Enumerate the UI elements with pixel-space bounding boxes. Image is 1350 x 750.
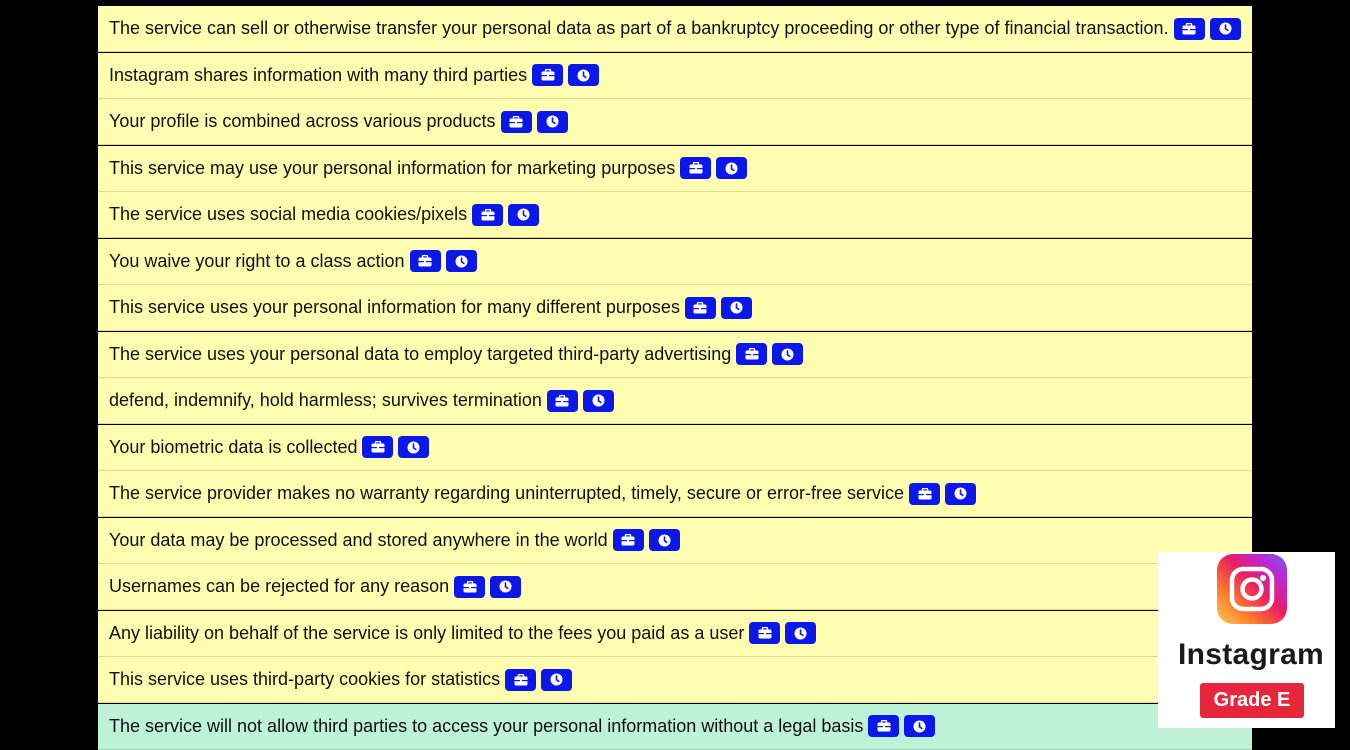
- briefcase-button[interactable]: [362, 436, 393, 458]
- briefcase-button[interactable]: [749, 622, 780, 644]
- briefcase-button[interactable]: [736, 343, 767, 365]
- clock-button[interactable]: [721, 297, 752, 319]
- briefcase-button[interactable]: [1174, 18, 1205, 40]
- point-text: Your profile is combined across various products: [109, 111, 496, 131]
- briefcase-button[interactable]: [613, 529, 644, 551]
- point-text: The service can sell or otherwise transfer your personal data as part of a bankruptcy proceeding or other type of financial transaction.: [109, 18, 1169, 38]
- briefcase-icon: [877, 720, 891, 732]
- clock-icon: [550, 673, 563, 686]
- service-card: [1158, 552, 1335, 728]
- point-row: [98, 6, 1252, 52]
- point-text: The service uses social media cookies/pixels: [109, 204, 468, 224]
- clock-button[interactable]: [772, 343, 803, 365]
- point-text: This service may use your personal information for marketing purposes: [109, 157, 676, 178]
- clock-button[interactable]: [398, 436, 429, 458]
- point-text: The service uses your personal data to employ targeted third-party advertising: [109, 343, 732, 364]
- clock-icon: [954, 487, 967, 500]
- briefcase-button[interactable]: [868, 715, 899, 737]
- point-row: [98, 564, 1252, 610]
- clock-icon: [517, 208, 530, 221]
- point-text: The service provider makes no warranty regarding uninterrupted, timely, secure or error-free service: [109, 483, 904, 503]
- clock-icon: [781, 348, 794, 361]
- instagram-logo: [1217, 554, 1287, 624]
- point-text: Your biometric data is collected: [109, 436, 358, 457]
- briefcase-button[interactable]: [909, 483, 940, 505]
- point-text: Usernames can be rejected for any reason: [109, 576, 450, 596]
- briefcase-icon: [509, 116, 523, 128]
- briefcase-icon: [463, 581, 477, 593]
- clock-button[interactable]: [446, 250, 477, 272]
- point-row: [98, 239, 1252, 285]
- point-row: [98, 657, 1252, 703]
- clock-button[interactable]: [583, 390, 614, 412]
- clock-icon: [499, 580, 512, 593]
- clock-icon: [730, 301, 743, 314]
- briefcase-icon: [621, 534, 635, 546]
- briefcase-button[interactable]: [505, 669, 536, 691]
- point-text: You waive your right to a class action: [109, 250, 405, 271]
- briefcase-icon: [1182, 23, 1196, 35]
- clock-button[interactable]: [904, 715, 935, 737]
- point-row: [98, 611, 1252, 657]
- briefcase-icon: [418, 255, 432, 267]
- briefcase-button[interactable]: [547, 390, 578, 412]
- clock-button[interactable]: [716, 157, 747, 179]
- point-row: [98, 378, 1252, 424]
- briefcase-icon: [758, 627, 772, 639]
- point-row: [98, 471, 1252, 517]
- clock-icon: [913, 720, 926, 733]
- point-row: [98, 99, 1252, 145]
- clock-button[interactable]: [490, 576, 521, 598]
- clock-icon: [407, 441, 420, 454]
- point-row: [98, 704, 1252, 750]
- briefcase-icon: [514, 674, 528, 686]
- point-row: [98, 146, 1252, 192]
- clock-button[interactable]: [945, 483, 976, 505]
- briefcase-icon: [693, 302, 707, 314]
- briefcase-button[interactable]: [501, 111, 532, 133]
- briefcase-button[interactable]: [680, 157, 711, 179]
- briefcase-icon: [689, 162, 703, 174]
- point-text: defend, indemnify, hold harmless; survives termination: [109, 390, 542, 410]
- clock-icon: [1219, 22, 1232, 35]
- point-row: [98, 425, 1252, 471]
- clock-button[interactable]: [568, 64, 599, 86]
- briefcase-icon: [541, 69, 555, 81]
- briefcase-icon: [745, 348, 759, 360]
- clock-icon: [577, 69, 590, 82]
- point-text: Any liability on behalf of the service is only limited to the fees you paid as a user: [109, 622, 745, 643]
- briefcase-icon: [481, 209, 495, 221]
- point-text: This service uses third-party cookies for statistics: [109, 669, 501, 689]
- briefcase-button[interactable]: [685, 297, 716, 319]
- clock-icon: [546, 115, 559, 128]
- briefcase-icon: [555, 395, 569, 407]
- clock-icon: [794, 627, 807, 640]
- clock-icon: [592, 394, 605, 407]
- grade-badge: Grade E: [1200, 683, 1304, 718]
- briefcase-button[interactable]: [454, 576, 485, 598]
- briefcase-icon: [371, 441, 385, 453]
- clock-button[interactable]: [508, 204, 539, 226]
- point-row: [98, 332, 1252, 378]
- clock-icon: [658, 534, 671, 547]
- clock-icon: [725, 162, 738, 175]
- point-text: Your data may be processed and stored anywhere in the world: [109, 529, 608, 550]
- briefcase-button[interactable]: [410, 250, 441, 272]
- clock-button[interactable]: [649, 529, 680, 551]
- clock-button[interactable]: [785, 622, 816, 644]
- clock-button[interactable]: [541, 669, 572, 691]
- clock-button[interactable]: [537, 111, 568, 133]
- point-row: [98, 285, 1252, 331]
- clock-icon: [455, 255, 468, 268]
- service-name: Instagram: [1177, 638, 1325, 671]
- point-row: [98, 192, 1252, 238]
- clock-button[interactable]: [1210, 18, 1241, 40]
- points-list: [98, 0, 1252, 750]
- briefcase-icon: [918, 488, 932, 500]
- briefcase-button[interactable]: [532, 64, 563, 86]
- briefcase-button[interactable]: [472, 204, 503, 226]
- point-row: [98, 518, 1252, 564]
- point-text: This service uses your personal information for many different purposes: [109, 297, 680, 317]
- point-text: Instagram shares information with many third parties: [109, 64, 528, 85]
- point-row: [98, 53, 1252, 99]
- point-text: The service will not allow third parties to access your personal information without a legal basis: [109, 715, 864, 736]
